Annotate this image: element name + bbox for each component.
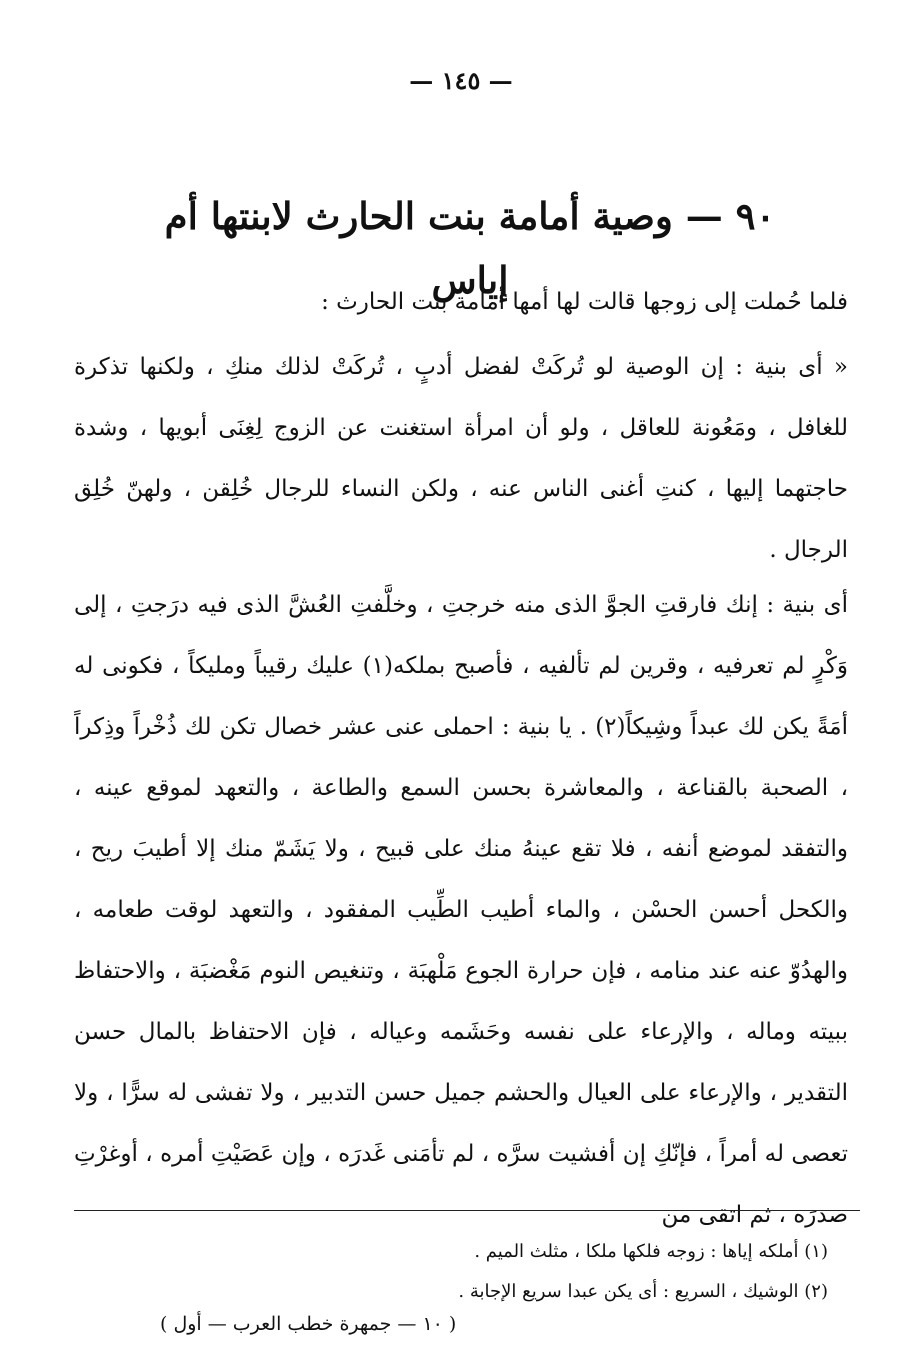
- paragraph-2: أى بنية : إنك فارقتِ الجوَّ الذى منه خرجتِ ، وخلَّفتِ العُشَّ الذى فيه درَجتِ ، إلى وَكْرٍ لم تعرفيه ، وقرين لم تألفيه ، فأصبح بملكه(١) عليك رقيباً ومليكاً ، فكونى له أمَةً يكن لك عبداً وشِيكاً(٢) . يا بنية : احملى عنى عشر خصال تكن لك ذُخْراً وذِكراً ، الصحبة بالقناعة ، والمعاشرة بحسن السمع والطاعة ، والتعهد لموقع عينه ، والتفقد لموضع أنفه ، فلا تقع عينهُ منك على قبيح ، ولا يَشَمّ منك إلا أطيبَ ريح ، والكحل أحسن الحسْن ، والماء أطيب الطِّيب المفقود ، والتعهد لوقت طعامه ، والهدُوّ عنه عند منامه ، فإن حرارة الجوع مَلْهبَة ، وتنغيص النوم مَغْضبَة ، والاحتفاظ ببيته وماله ، والإرعاء على نفسه وحَشَمه وعياله ، فإن الاحتفاظ بالمال حسن التقدير ، والإرعاء على العيال والحشم جميل حسن التدبير ، ولا تفشى له سرًّا ، ولا تعصى له أمراً ، فإنّكِ إن أفشيت سرَّه ، لم تأمَنى غَدرَه ، وإن عَصَيْتِ أمره ، أوغرْتِ صدرَه ، ثم اتقى من: [74, 592, 848, 1228]
- page-number: — ١٤٥ —: [409, 66, 513, 95]
- section-title: ٩٠ — وصية أمامة بنت الحارث لابنتها أم إياس: [164, 194, 776, 302]
- footnote-2: (٢) الوشيك ، السريع : أى يكن عبدا سريع الإجابة .: [458, 1281, 828, 1302]
- footnote-1: (١) أملكه إياها : زوجه فلكها ملكا ، مثلث الميم .: [474, 1241, 828, 1262]
- signature-line: ( ١٠ — جمهرة خطب العرب — أول ): [160, 1313, 457, 1335]
- intro-line: فلما حُملت إلى زوجها قالت لها أمها أمامة بنت الحارث :: [321, 289, 848, 315]
- paragraph-1: « أى بنية : إن الوصية لو تُركَتْ لفضل أدبٍ ، تُركَتْ لذلك منكِ ، ولكنها تذكرة للغافل ، ومَعُونة للعاقل ، ولو أن امرأة استغنت عن الزوج لِغِنَى أبويها ، وشدة حاجتهما إليها ، كنتِ أغنى الناس عنه ، ولكن النساء للرجال خُلِقن ، ولهنّ خُلِق الرجال .: [74, 354, 848, 563]
- footnotes: [128, 1232, 828, 1312]
- footnote-divider: [74, 1210, 860, 1211]
